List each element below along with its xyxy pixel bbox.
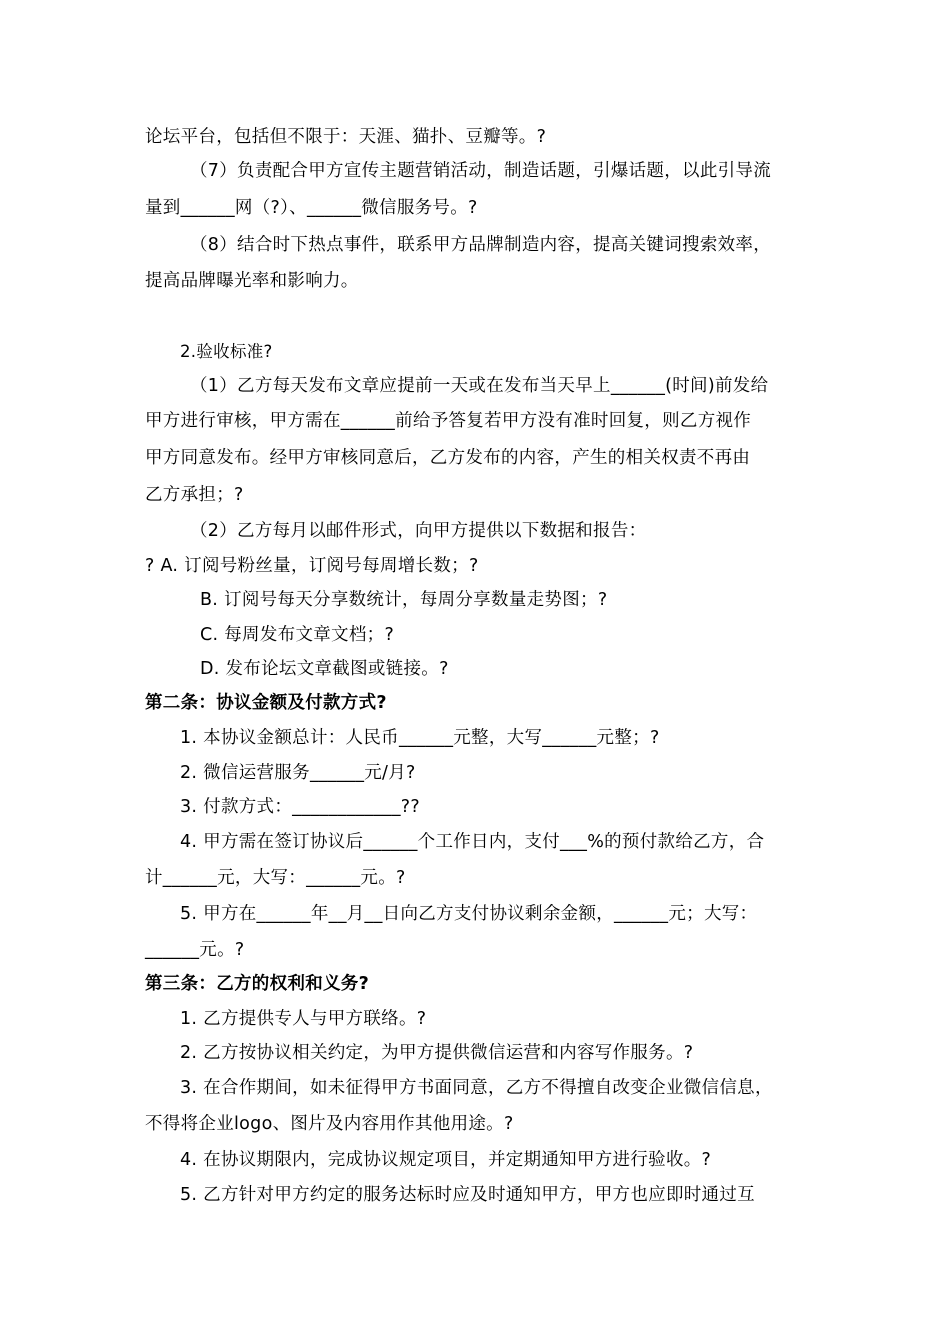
list-item: 4. 甲方需在签订协议后______个工作日内，支付___%的预付款给乙方，合 — [180, 832, 765, 852]
text-line: ______元。? — [145, 940, 245, 960]
list-item: 4. 在协议期限内，完成协议规定项目，并定期通知甲方进行验收。? — [180, 1150, 712, 1170]
list-item: 5. 甲方在______年__月__日向乙方支付协议剩余金额，______元；大写： — [180, 904, 758, 924]
text-line: （8）结合时下热点事件，联系甲方品牌制造内容，提高关键词搜索效率， — [190, 235, 772, 255]
text-line: 甲方进行审核，甲方需在______前给予答复若甲方没有准时回复，则乙方视作 — [145, 411, 752, 431]
list-item: 3. 付款方式：____________?? — [180, 797, 420, 817]
text-line: 乙方承担；? — [145, 485, 244, 505]
list-item: C. 每周发布文章文档；? — [200, 625, 395, 645]
article-heading: 第二条：协议金额及付款方式? — [145, 693, 387, 713]
text-line: 甲方同意发布。经甲方审核同意后，乙方发布的内容，产生的相关权责不再由 — [145, 448, 751, 468]
list-item: B. 订阅号每天分享数统计，每周分享数量走势图；? — [200, 590, 608, 610]
text-line: （2）乙方每月以邮件形式，向甲方提供以下数据和报告： — [190, 521, 647, 541]
list-item: 3. 在合作期间，如未征得甲方书面同意，乙方不得擅自改变企业微信信息， — [180, 1078, 773, 1098]
text-line: 论坛平台，包括但不限于：天涯、猫扑、豆瓣等。? — [145, 127, 547, 147]
text-line: 不得将企业logo、图片及内容用作其他用途。? — [145, 1114, 514, 1134]
text-line: 量到______网（?）、______微信服务号。? — [145, 198, 478, 218]
list-item: 2. 乙方按协议相关约定，为甲方提供微信运营和内容写作服务。? — [180, 1043, 694, 1063]
list-item: 2. 微信运营服务______元/月? — [180, 763, 416, 783]
list-item: D. 发布论坛文章截图或链接。? — [200, 659, 449, 679]
text-line: （1）乙方每天发布文章应提前一天或在发布当天早上______(时间)前发给 — [190, 376, 769, 396]
section-heading: 2.验收标准? — [180, 342, 273, 361]
text-line: 提高品牌曝光率和影响力。 — [145, 271, 359, 291]
text-line: 计______元，大写：______元。? — [145, 868, 406, 888]
list-item: 1. 本协议金额总计：人民币______元整，大写______元整；? — [180, 728, 660, 748]
list-item: 1. 乙方提供专人与甲方联络。? — [180, 1009, 427, 1029]
article-heading: 第三条：乙方的权利和义务? — [145, 974, 370, 994]
text-line: （7）负责配合甲方宣传主题营销活动，制造话题，引爆话题，以此引导流 — [190, 161, 772, 181]
list-item: 5. 乙方针对甲方约定的服务达标时应及时通知甲方，甲方也应即时通过互 — [180, 1185, 755, 1205]
list-item: ? A. 订阅号粉丝量，订阅号每周增长数；? — [145, 556, 479, 576]
